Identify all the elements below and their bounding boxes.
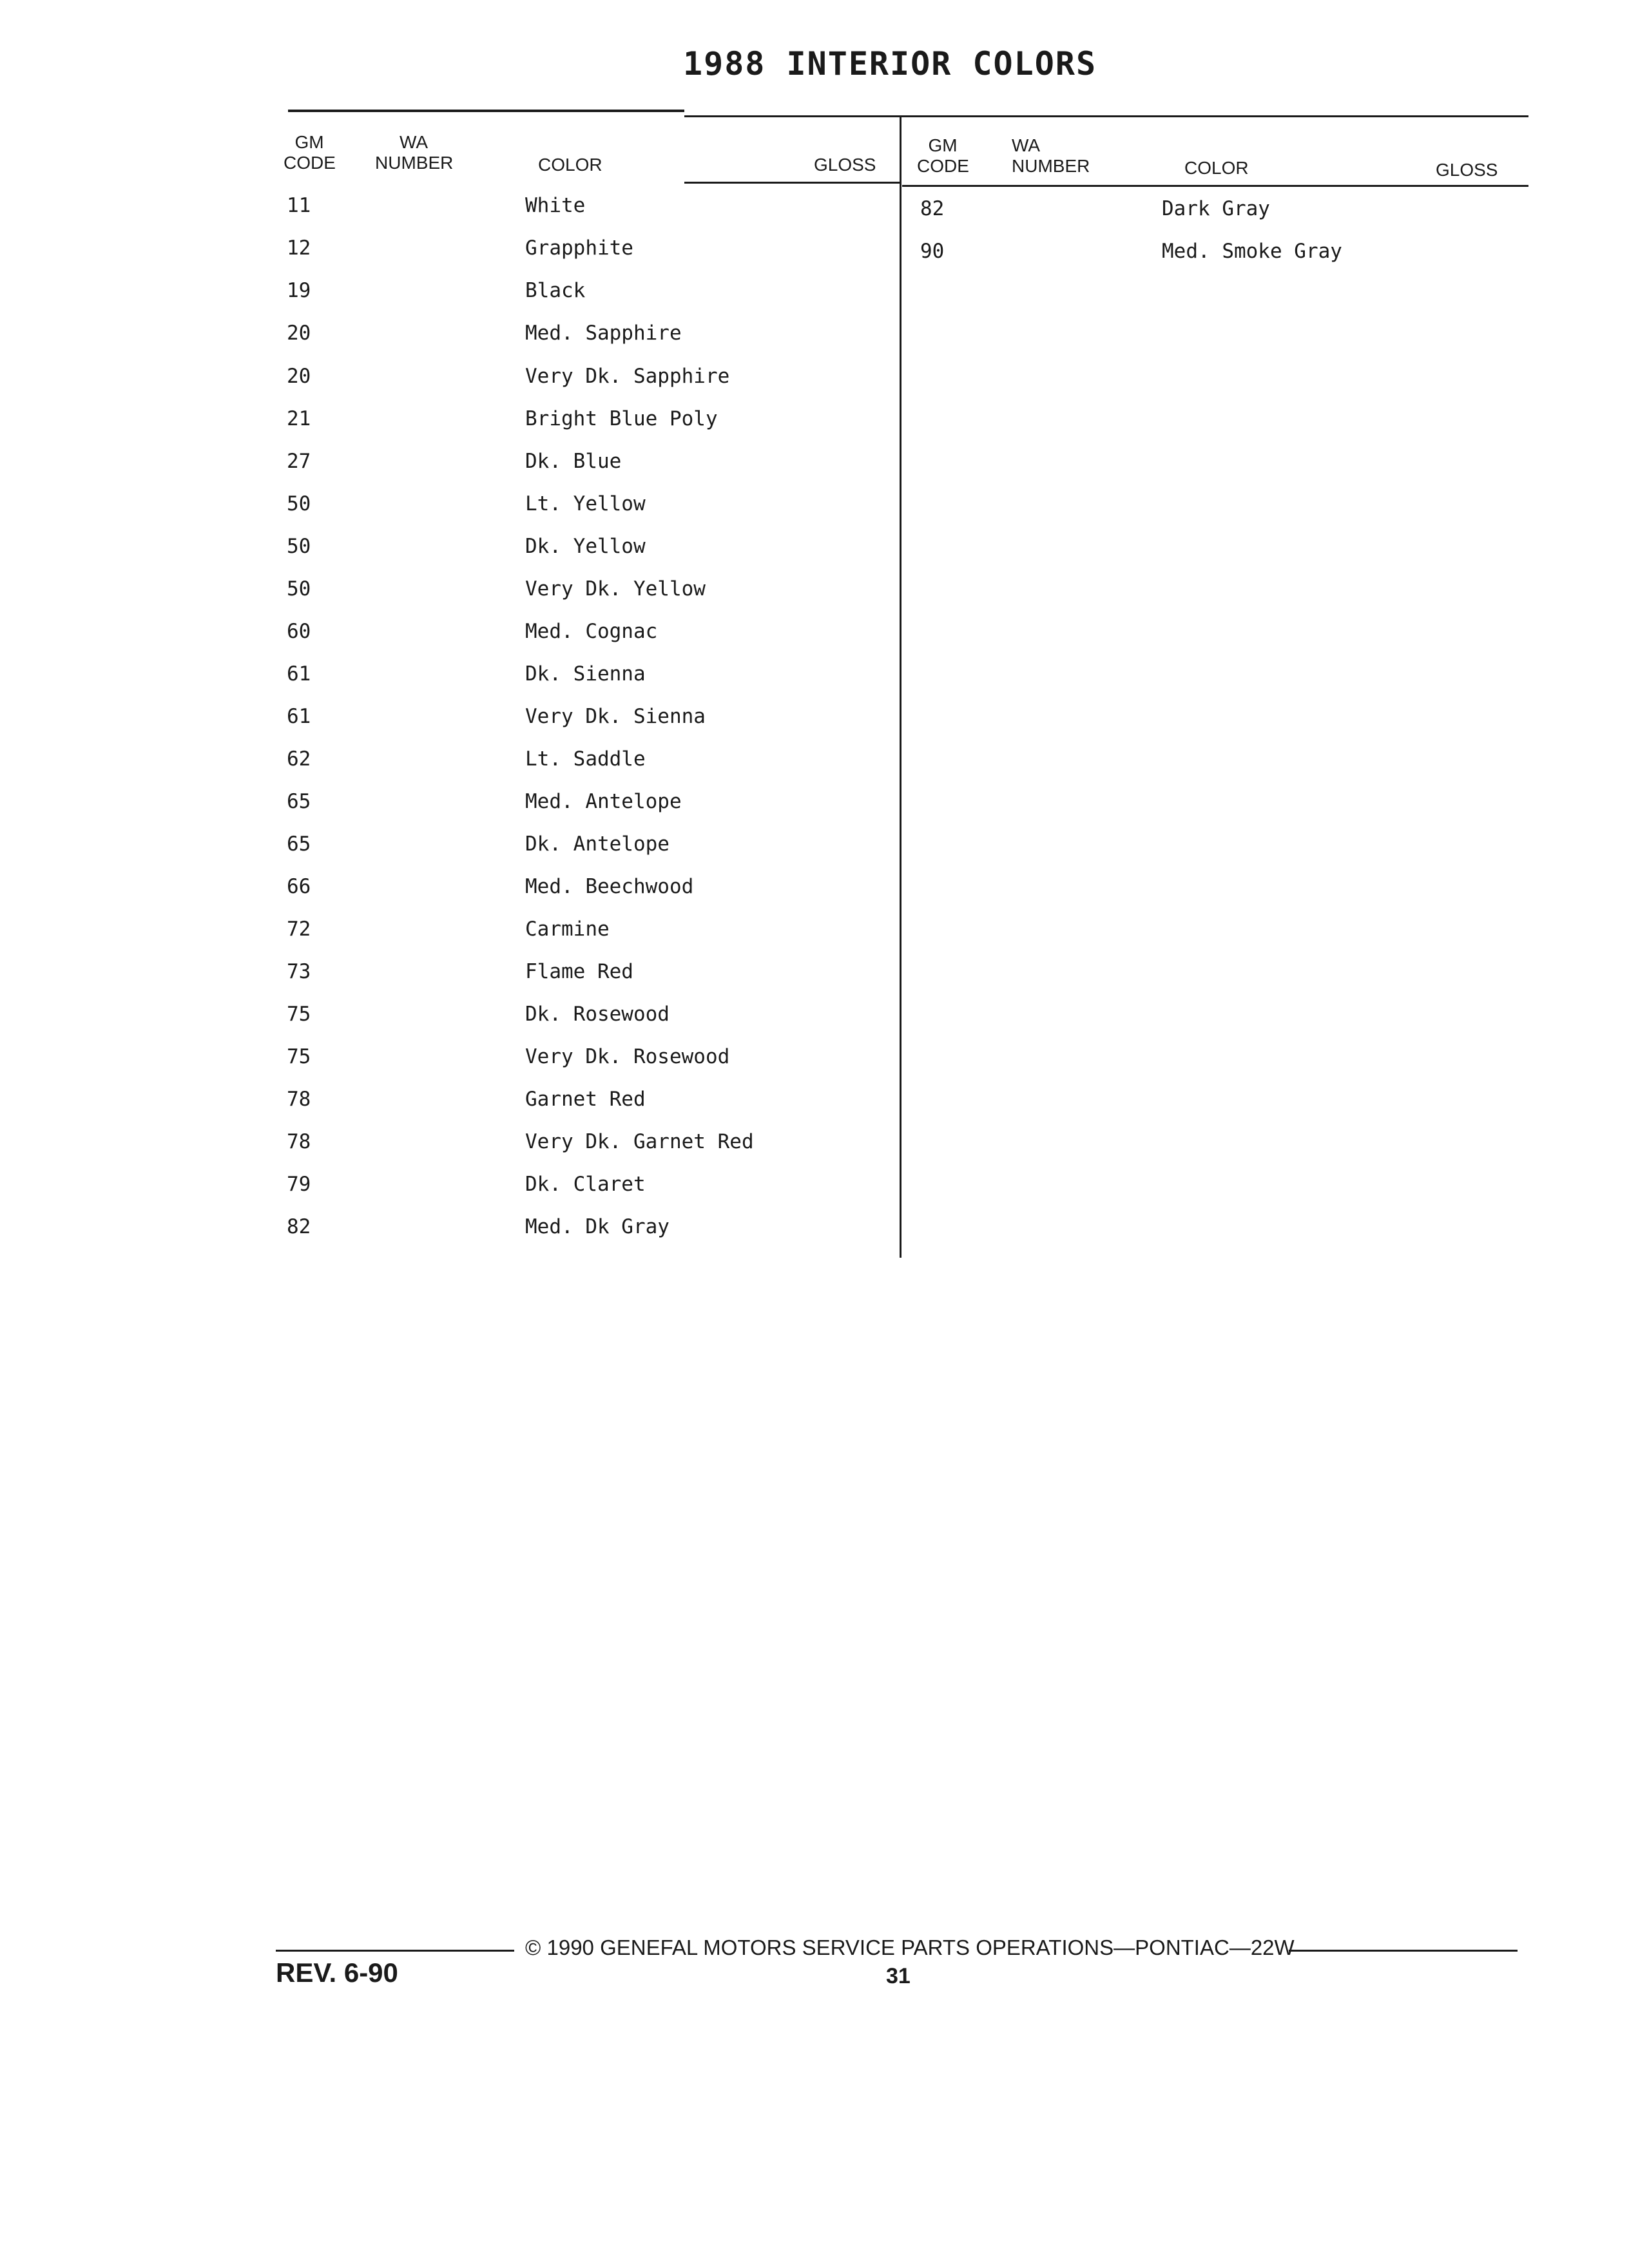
gm-code: 20 (287, 365, 311, 388)
header-rule-right (902, 185, 1528, 187)
gm-code: 66 (287, 875, 311, 898)
top-rule-left (288, 110, 684, 112)
gm-code: 11 (287, 194, 311, 217)
wa-label: WA (1012, 135, 1041, 155)
gm-code: 12 (287, 236, 311, 260)
page-title: 1988 INTERIOR COLORS (683, 45, 1097, 82)
header-rule-left (684, 182, 901, 184)
color-name: Very Dk. Rosewood (525, 1045, 730, 1068)
footer-rule-right (1289, 1950, 1518, 1952)
gm-code: 90 (920, 240, 945, 263)
color-name: Med. Antelope (525, 790, 682, 813)
gm-code: 75 (287, 1003, 311, 1026)
color-name: Flame Red (525, 960, 633, 983)
right-color-header: COLOR (1184, 158, 1249, 178)
footer-rule-left (276, 1950, 514, 1952)
right-gm-code-header (917, 135, 969, 177)
color-name: Med. Sapphire (525, 322, 682, 345)
column-divider (900, 117, 901, 1258)
gm-code: 20 (287, 322, 311, 345)
color-name: Black (525, 279, 586, 302)
color-name: Med. Smoke Gray (1162, 240, 1342, 263)
color-name: Very Dk. Garnet Red (525, 1130, 754, 1153)
color-name: Lt. Saddle (525, 747, 646, 771)
color-name: Very Dk. Sapphire (525, 365, 730, 388)
gm-code: 60 (287, 620, 311, 643)
code-label: CODE (284, 153, 336, 173)
color-name: Grapphite (525, 236, 633, 260)
gm-code: 78 (287, 1088, 311, 1111)
left-gm-code-header (284, 132, 335, 173)
color-name: Dk. Rosewood (525, 1003, 670, 1026)
right-gloss-header: GLOSS (1436, 160, 1498, 180)
gm-code: 61 (287, 705, 311, 728)
gm-code: 72 (287, 918, 311, 941)
left-color-header: COLOR (538, 155, 602, 175)
gm-code: 61 (287, 662, 311, 686)
color-name: Carmine (525, 918, 610, 941)
gm-code: 65 (287, 790, 311, 813)
gm-code: 50 (287, 535, 311, 558)
gm-label: GM (294, 132, 324, 152)
gm-code: 19 (287, 279, 311, 302)
copyright-line: © 1990 GENEFAL MOTORS SERVICE PARTS OPERATIONS—PONTIAC—22W (525, 1936, 1295, 1959)
color-name: White (525, 194, 586, 217)
gm-code: 75 (287, 1045, 311, 1068)
gm-code: 82 (920, 197, 945, 220)
gm-code: 78 (287, 1130, 311, 1153)
number-label: NUMBER (375, 153, 454, 173)
top-rule-right (684, 115, 1528, 117)
left-wa-number-header (375, 132, 452, 173)
gm-code: 82 (287, 1215, 311, 1238)
color-name: Dark Gray (1162, 197, 1270, 220)
color-name: Bright Blue Poly (525, 407, 718, 430)
gm-code: 27 (287, 450, 311, 473)
color-name: Dk. Yellow (525, 535, 646, 558)
gm-code: 65 (287, 832, 311, 856)
color-name: Very Dk. Yellow (525, 577, 706, 601)
color-name: Dk. Antelope (525, 832, 670, 856)
gm-code: 50 (287, 492, 311, 515)
gm-code: 62 (287, 747, 311, 771)
color-name: Dk. Claret (525, 1173, 646, 1196)
color-name: Dk. Blue (525, 450, 622, 473)
wa-label: WA (399, 132, 429, 152)
color-name: Med. Dk Gray (525, 1215, 670, 1238)
color-name: Very Dk. Sienna (525, 705, 706, 728)
revision-label: REV. 6-90 (276, 1957, 398, 1988)
color-name: Dk. Sienna (525, 662, 646, 686)
number-label: NUMBER (1012, 156, 1090, 176)
code-label: CODE (917, 156, 969, 176)
gm-code: 79 (287, 1173, 311, 1196)
color-name: Med. Beechwood (525, 875, 694, 898)
left-gloss-header: GLOSS (814, 155, 876, 175)
color-name: Lt. Yellow (525, 492, 646, 515)
gm-code: 21 (287, 407, 311, 430)
page-number: 31 (886, 1964, 911, 1988)
right-wa-number-header (1012, 135, 1090, 177)
color-name: Med. Cognac (525, 620, 658, 643)
color-name: Garnet Red (525, 1088, 646, 1111)
gm-label: GM (928, 135, 958, 155)
gm-code: 73 (287, 960, 311, 983)
gm-code: 50 (287, 577, 311, 601)
